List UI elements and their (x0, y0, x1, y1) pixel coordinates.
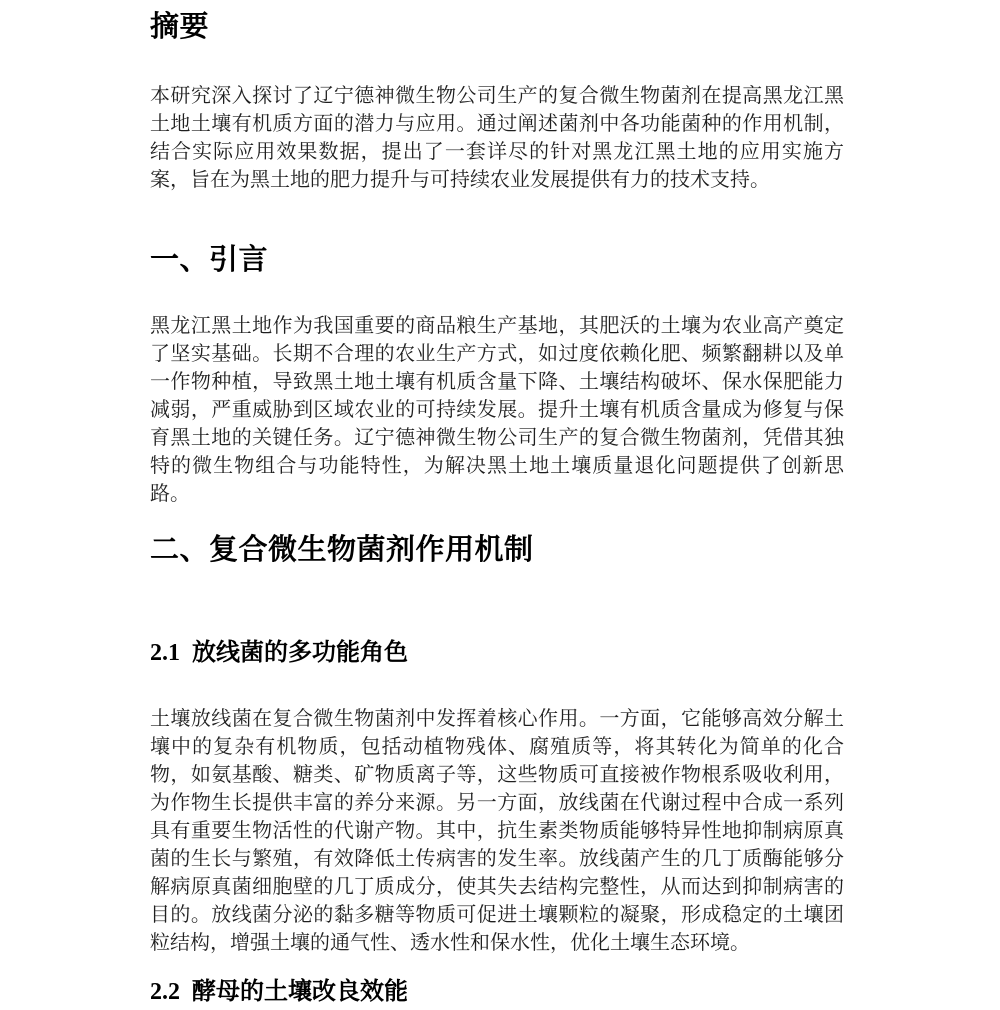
subsection-2-2-heading (150, 977, 844, 1007)
subsection-2-1-heading (150, 638, 844, 668)
section2-heading: 二、复合微生物菌剂作用机制 (150, 534, 534, 566)
subsection-2-1-number: 2.1 (150, 640, 180, 666)
abstract-heading: 摘要 (150, 11, 210, 43)
abstract-paragraph: 本研究深入探讨了辽宁德神微生物公司生产的复合微生物菌剂在提高黑龙江黑土地土壤有机质方面的潜力与应用。通过阐述菌剂中各功能菌种的作用机制，结合实际应用效果数据，提出了一套详尽的针对黑龙江黑土地的应用实施方案，旨在为黑土地的肥力提升与可持续农业发展提供有力的技术支持。 (150, 85, 844, 191)
section1-heading: 一、引言 (150, 244, 269, 276)
section1-paragraph: 黑龙江黑土地作为我国重要的商品粮生产基地，其肥沃的土壤为农业高产奠定了坚实基础。长期不合理的农业生产方式，如过度依赖化肥、频繁翻耕以及单一作物种植，导致黑土地土壤有机质含量下降、土壤结构破坏、保水保肥能力减弱，严重威胁到区域农业的可持续发展。提升土壤有机质含量成为修复与保育黑土地的关键任务。辽宁德神微生物公司生产的复合微生物菌剂，凭借其独特的微生物组合与功能特性，为解决黑土地土壤质量退化问题提供了创新思路。 (150, 315, 844, 505)
subsection-2-2-title: 酵母的土壤改良效能 (192, 978, 408, 1005)
subsection-2-1-title: 放线菌的多功能角色 (192, 639, 408, 666)
subsection-2-2-number: 2.2 (150, 979, 180, 1005)
subsection-2-1-paragraph: 土壤放线菌在复合微生物菌剂中发挥着核心作用。一方面，它能够高效分解土壤中的复杂有机物质，包括动植物残体、腐殖质等，将其转化为简单的化合物，如氨基酸、糖类、矿物质离子等，这些物质可直接被作物根系吸收利用，为作物生长提供丰富的养分来源。另一方面，放线菌在代谢过程中合成一系列具有重要生物活性的代谢产物。其中，抗生素类物质能够特异性地抑制病原真菌的生长与繁殖，有效降低土传病害的发生率。放线菌产生的几丁质酶能够分解病原真菌细胞壁的几丁质成分，使其失去结构完整性，从而达到抑制病害的目的。放线菌分泌的黏多糖等物质可促进土壤颗粒的凝聚，形成稳定的土壤团粒结构，增强土壤的通气性、透水性和保水性，优化土壤生态环境。 (150, 708, 844, 954)
document-page (150, 0, 844, 1007)
